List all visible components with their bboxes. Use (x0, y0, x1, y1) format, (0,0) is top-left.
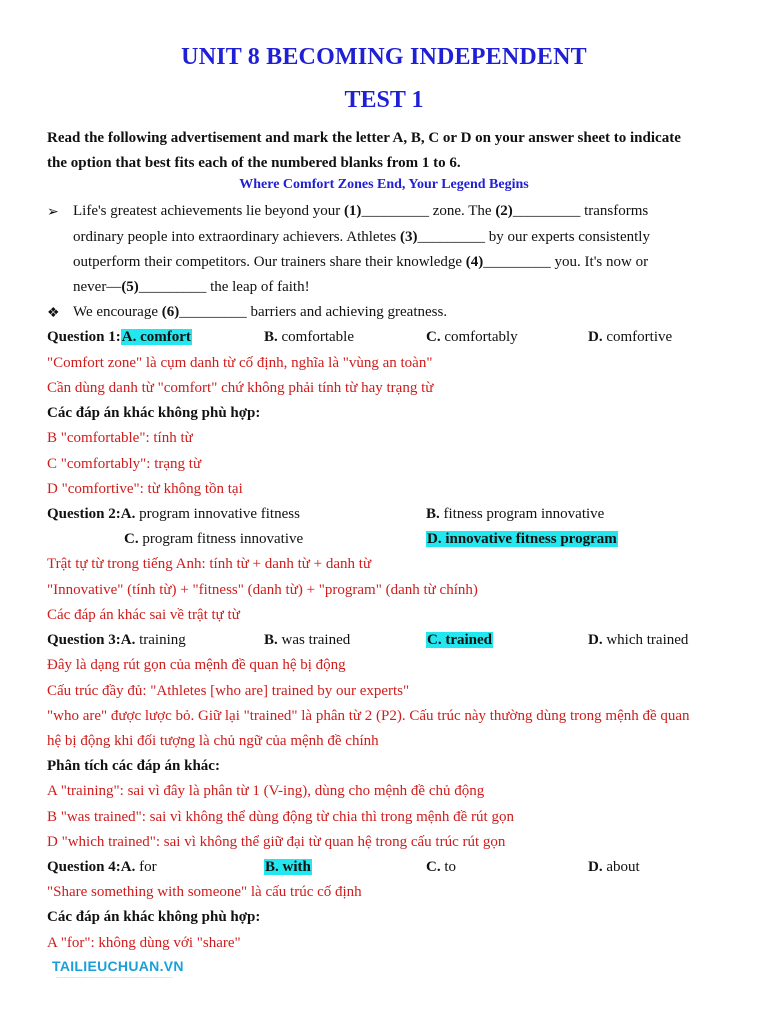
q3-other-options-heading: Phân tích các đáp án khác: (47, 758, 220, 774)
q1-other-options-heading: Các đáp án khác không phù hợp: (47, 405, 261, 421)
q4-option-d: D. about (588, 859, 640, 875)
site-logo: TAILIEUCHUAN.VN (52, 958, 184, 974)
passage-line-2: ordinary people into extraordinary achievers. Athletes (3)_________ by our experts consistently (73, 229, 650, 245)
q3-explanation-4: hệ bị động khi đối tượng là chủ ngữ của mệnh đề chính (47, 733, 379, 749)
q4-other-options-heading: Các đáp án khác không phù hợp: (47, 909, 261, 925)
q2-option-d (426, 531, 618, 548)
passage-line-5: We encourage (6)_________ barriers and achieving greatness. (73, 304, 448, 320)
passage-line-1: Life's greatest achievements lie beyond your (1)_________ zone. The (2)_________ transforms (73, 203, 649, 219)
q3-option-b: B. was trained (264, 632, 351, 648)
q2-explanation-2: "Innovative" (tính từ) + "fitness" (danh từ) + "program" (danh từ chính) (47, 582, 478, 598)
q4-option-c: C. to (426, 859, 457, 875)
instruction-text (47, 126, 727, 176)
logo-tagline-decoration: —————————————————— (56, 975, 173, 981)
q3-explanation-5: A "training": sai vì đây là phân từ 1 (V-ing), dùng cho mệnh đề chủ động (47, 783, 485, 799)
instruction-line-1: Read the following advertisement and mark the letter A, B, C or D on your answer sheet to indicate (47, 130, 681, 146)
question-2-label: Question 2:A. program innovative fitness (47, 506, 300, 522)
answer-highlight: C. trained (427, 632, 492, 648)
q2-option-b: B. fitness program innovative (426, 506, 605, 522)
question-1-label: Question 1:A. comfort (47, 329, 191, 345)
q2-explanation-3: Các đáp án khác sai về trật tự từ (47, 607, 240, 623)
diamond-bullet-icon: ❖ (47, 306, 60, 321)
test-title: TEST 1 (344, 87, 424, 113)
advertisement-title: Where Comfort Zones End, Your Legend Begins (239, 177, 529, 192)
passage-line-4: never—(5)_________ the leap of faith! (73, 279, 310, 295)
answer-highlight: D. innovative fitness program (427, 531, 617, 547)
q3-explanation-1: Đây là dạng rút gọn của mệnh đề quan hệ bị động (47, 657, 346, 673)
q3-explanation-2: Cấu trúc đầy đủ: "Athletes [who are] trained by our experts" (47, 683, 410, 699)
q1-explanation-5: D "comfortive": từ không tồn tại (47, 481, 243, 497)
q1-explanation-4: C "comfortably": trạng từ (47, 456, 202, 472)
q4-explanation-2: A "for": không dùng với "share" (47, 935, 241, 951)
q4-explanation-1: "Share something with someone" là cấu trúc cố định (47, 884, 362, 900)
passage-line-3: outperform their competitors. Our trainers share their knowledge (4)_________ you. It's now or (73, 254, 649, 270)
unit-title: UNIT 8 BECOMING INDEPENDENT (181, 44, 587, 70)
q2-option-c: C. program fitness innovative (124, 531, 304, 547)
q3-explanation-7: D "which trained": sai vì không thể giữ đại từ quan hệ trong cấu trúc rút gọn (47, 834, 506, 850)
arrow-bullet-icon: ➢ (47, 205, 59, 220)
answer-highlight: A. comfort (121, 329, 191, 345)
q1-explanation-3: B "comfortable": tính từ (47, 430, 193, 446)
q1-option-c: C. comfortably (426, 329, 518, 345)
q3-option-c (426, 632, 493, 649)
q4-option-b (264, 859, 312, 876)
q1-option-b: B. comfortable (264, 329, 354, 345)
q1-explanation-2: Cần dùng danh từ "comfort" chứ không phải tính từ hay trạng từ (47, 380, 434, 396)
q1-option-d: D. comfortive (588, 329, 673, 345)
question-3-label: Question 3:A. training (47, 632, 186, 648)
instruction-line-2: the option that best fits each of the numbered blanks from 1 to 6. (47, 155, 461, 171)
answer-highlight: B. with (265, 859, 311, 875)
q1-explanation-1: "Comfort zone" là cụm danh từ cố định, nghĩa là "vùng an toàn" (47, 355, 433, 371)
q2-explanation-1: Trật tự từ trong tiếng Anh: tính từ + danh từ + danh từ (47, 556, 372, 572)
q3-explanation-6: B "was trained": sai vì không thể dùng động từ chia thì trong mệnh đề rút gọn (47, 809, 514, 825)
question-4-label: Question 4:A. for (47, 859, 157, 875)
q3-option-d: D. which trained (588, 632, 689, 648)
q3-explanation-3: "who are" được lược bỏ. Giữ lại "trained" là phân từ 2 (P2). Cấu trúc này thường dùng trong mệnh đề quan (47, 708, 690, 724)
